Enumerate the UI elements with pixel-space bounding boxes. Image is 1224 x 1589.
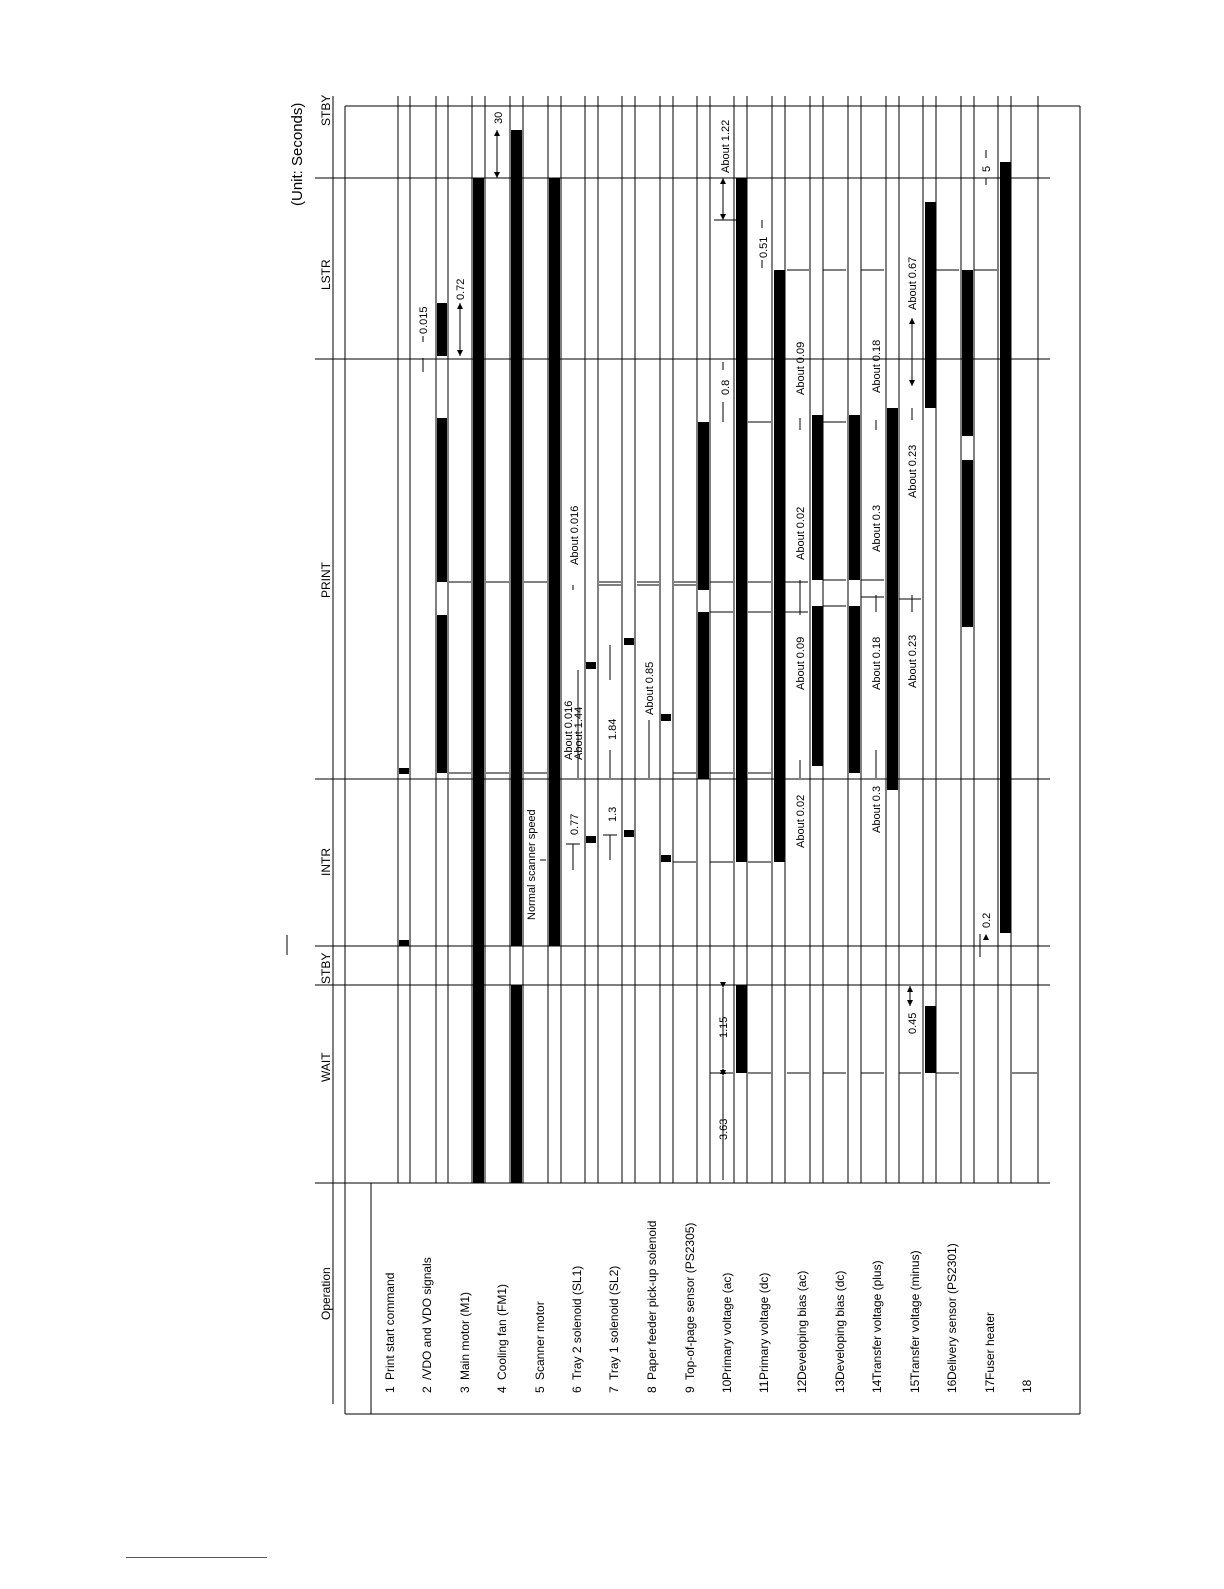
dim-label-0.2: 0.2	[981, 912, 993, 928]
row-label: Transfer voltage (minus)	[908, 1250, 922, 1380]
row-number: 15	[908, 1379, 922, 1393]
period-label-lstr: LSTR	[319, 259, 333, 290]
row-number: 4	[495, 1386, 509, 1393]
dim-label-about-0.3-a: About 0.3	[871, 785, 883, 833]
footer-rule	[126, 1557, 267, 1558]
dim-label-30: 30	[493, 111, 505, 124]
row-number: 3	[458, 1386, 472, 1393]
dim-label-about-0.016-a: About 0.016	[563, 700, 575, 760]
dim-label-about-0.23-b: About 0.23	[907, 444, 919, 498]
arrow-head	[907, 986, 913, 992]
bar-tray2-1	[586, 836, 596, 843]
bar-pickup-1	[661, 855, 671, 862]
bar-main-motor	[473, 178, 484, 1183]
dim-label-1.3: 1.3	[607, 806, 619, 822]
bar-transfer-minus-1	[925, 1006, 936, 1073]
period-label-stby: STBY	[319, 952, 333, 984]
row-number: 17	[983, 1379, 997, 1393]
period-label-wait: WAIT	[319, 1052, 333, 1082]
bar-pickup-2	[661, 714, 671, 721]
bar-cooling-fan-1	[511, 985, 522, 1183]
row-number: 12	[795, 1379, 809, 1393]
dim-label-0.8: 0.8	[720, 379, 732, 395]
dim-label-about-0.02-b: About 0.02	[795, 506, 807, 560]
bar-dev-ac-2	[812, 415, 823, 580]
row-number: 13	[833, 1379, 847, 1393]
dim-label-0.77: 0.77	[569, 813, 581, 835]
dim-label-about-0.67: About 0.67	[907, 256, 919, 310]
bar-vdo-3	[437, 303, 447, 356]
dim-label-about-1.22: About 1.22	[720, 119, 732, 173]
dim-label-0.45: 0.45	[907, 1012, 919, 1034]
row-number: 6	[570, 1386, 584, 1393]
row-label: Main motor (M1)	[458, 1291, 472, 1380]
bar-dev-dc-1	[849, 606, 860, 773]
dim-label-about-0.18-b: About 0.18	[871, 339, 883, 393]
row-number: 8	[645, 1386, 659, 1393]
row-label: Tray 2 solenoid (SL1)	[570, 1265, 584, 1380]
operation-header: Operation	[319, 1267, 333, 1320]
bar-delivery-1	[962, 460, 973, 627]
bar-cooling-fan-2	[511, 130, 522, 946]
bar-dev-ac-1	[812, 606, 823, 766]
dim-label-5: 5	[981, 165, 993, 172]
arrow-head	[494, 130, 500, 136]
arrow-head	[494, 172, 500, 178]
arrow-head	[909, 318, 915, 324]
row-number: 18	[1020, 1379, 1034, 1393]
bar-tray1-1	[624, 830, 634, 837]
unit-label: (Unit: Seconds)	[289, 102, 306, 206]
arrow-head	[983, 934, 989, 940]
row-number: 9	[683, 1386, 697, 1393]
arrow-head	[457, 303, 463, 309]
period-label-print: PRINT	[319, 562, 333, 598]
row-label: Top-of-page sensor (PS2305)	[683, 1222, 697, 1380]
period-label-stby: STBY	[319, 94, 333, 126]
dim-label-0.72: 0.72	[455, 278, 467, 300]
bar-print-start-2	[399, 768, 409, 774]
row-label: Scanner motor	[533, 1301, 547, 1380]
period-label-intr: INTR	[319, 848, 333, 876]
row-label: Developing bias (dc)	[833, 1270, 847, 1380]
row-number: 2	[420, 1386, 434, 1393]
bar-primary-dc	[774, 270, 785, 862]
row-label: Print start command	[383, 1272, 397, 1380]
dim-label-1.84: 1.84	[607, 718, 619, 740]
bar-delivery-2	[962, 270, 973, 436]
row-label: Tray 1 solenoid (SL2)	[607, 1265, 621, 1380]
bar-top-of-page-2	[698, 422, 709, 590]
bar-dev-dc-2	[849, 415, 860, 580]
dim-label-about-0.09-b: About 0.09	[795, 341, 807, 395]
row-number: 5	[533, 1386, 547, 1393]
row-label: Transfer voltage (plus)	[870, 1260, 884, 1380]
row-label: Primary voltage (ac)	[720, 1272, 734, 1380]
row-label: Fuser heater	[983, 1311, 997, 1380]
row-number: 14	[870, 1379, 884, 1393]
bar-tray1-2	[624, 638, 634, 645]
bar-vdo-1	[437, 615, 447, 773]
dim-label-about-0.3-b: About 0.3	[871, 504, 883, 552]
row-label: Cooling fan (FM1)	[495, 1283, 509, 1380]
bar-print-start-1	[399, 940, 409, 946]
dim-label-1.15: 1.15	[718, 1016, 730, 1038]
arrow-head	[720, 178, 726, 184]
dim-label-about-0.016-b: About 0.016	[569, 505, 581, 565]
dim-label-0.015: 0.015	[418, 306, 430, 334]
row-number: 11	[757, 1380, 771, 1393]
bar-primary-ac-2	[736, 178, 747, 862]
row-label: /VDO and VDO signals	[420, 1257, 434, 1380]
dim-label-about-0.85: About 0.85	[644, 661, 656, 715]
arrow-head	[909, 380, 915, 386]
bar-tray2-2	[586, 662, 596, 669]
dim-label-about-1.44: About 1.44	[573, 706, 585, 760]
bar-transfer-minus-2	[925, 202, 936, 408]
arrow-head	[720, 214, 726, 220]
bar-fuser-heater	[1000, 162, 1011, 933]
bar-transfer-plus	[887, 408, 898, 790]
dim-label-about-0.02-a: About 0.02	[795, 794, 807, 848]
arrow-head	[907, 1000, 913, 1006]
bar-vdo-2	[437, 418, 447, 582]
row-number: 7	[607, 1386, 621, 1393]
row-number: 10	[720, 1379, 734, 1393]
row-label: Delivery sensor (PS2301)	[945, 1243, 959, 1380]
row-label: Primary voltage (dc)	[757, 1272, 771, 1380]
bar-primary-ac-1	[736, 985, 747, 1073]
dim-label-0.51: 0.51	[758, 236, 770, 258]
dim-label-about-0.23-a: About 0.23	[907, 634, 919, 688]
row-number: 1	[383, 1386, 397, 1393]
bar-top-of-page-1	[698, 612, 709, 779]
dim-label-about-0.18-a: About 0.18	[871, 636, 883, 690]
bar-scanner-motor	[549, 178, 560, 946]
dim-label-scanner-speed: Normal scanner speed	[526, 809, 538, 920]
row-label: Developing bias (ac)	[795, 1270, 809, 1380]
dim-label-about-0.09-a: About 0.09	[795, 636, 807, 690]
row-label: Paper feeder pick-up solenoid	[645, 1220, 659, 1380]
arrow-head	[457, 350, 463, 356]
row-number: 16	[945, 1379, 959, 1393]
dim-label-3.63: 3.63	[718, 1118, 730, 1140]
